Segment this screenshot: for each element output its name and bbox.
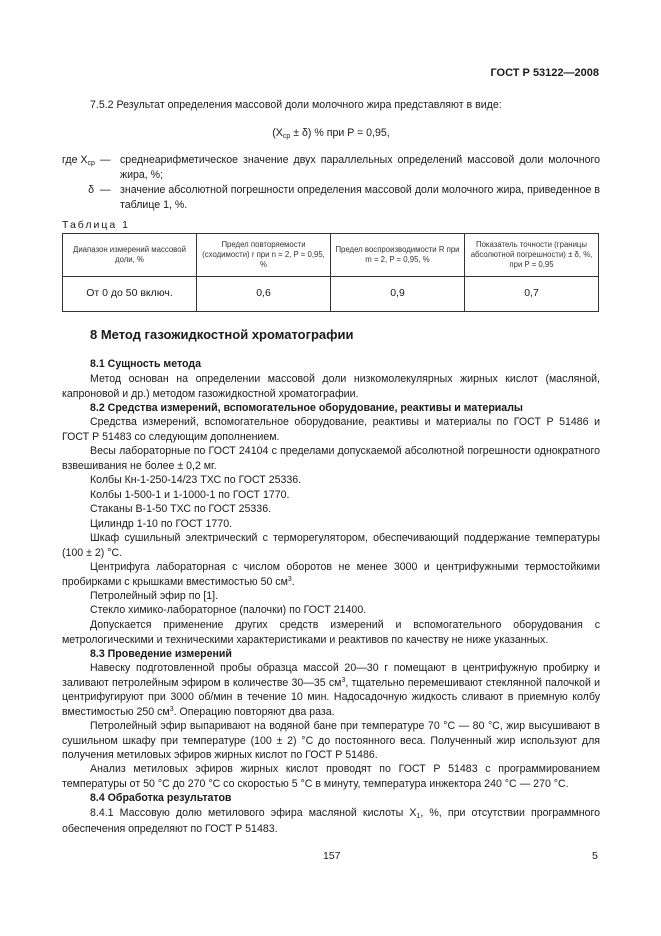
definition-symbol: где $X_{ср}$ [62, 154, 95, 167]
equipment-item: Петролейный эфир по [1]. [90, 590, 219, 602]
equipment-item: Колбы 1-500-1 и 1-1000-1 по ГОСТ 1770. [90, 489, 290, 501]
definition-dash: — [100, 154, 111, 166]
equipment-paragraph: Весы лабораторные по ГОСТ 24104 с пределами допускаемой абсолютной погрешности однократного взвешивания не более ± 0,2 мг. [62, 445, 600, 472]
paragraph-7-5-2: 7.5.2 Результат определения массовой доли молочного жира представляют в виде: [90, 99, 502, 111]
subsection-8-1-text: Метод основан на определении массовой доли низкомолекулярных жирных кислот (масляной, капроновой и др.) методом газожидкостной хроматографии. [62, 373, 600, 400]
table-header-row [63, 234, 599, 277]
equipment-item: Стекло химико-лабораторное (палочки) по ГОСТ 21400. [90, 604, 367, 616]
equipment-item: Цилиндр 1-10 по ГОСТ 1770. [90, 518, 233, 530]
document-id-header: ГОСТ Р 53122—2008 [490, 67, 599, 79]
equipment-paragraph: Допускается применение других средств измерений и вспомогательного оборудования с метрологическими и техническими характеристиками и реактивов по качеству не ниже указанных. [62, 619, 600, 646]
definition-row [62, 153, 600, 182]
symbol-definitions [62, 153, 600, 213]
equipment-item: Колбы Кн-1-250-14/23 ТХС по ГОСТ 25336. [90, 474, 302, 486]
formula-open: (X [272, 127, 283, 139]
subsection-8-1-title: 8.1 Сущность метода [90, 358, 202, 370]
section-8-title: 8 Метод газожидкостной хроматографии [90, 327, 354, 342]
definition-dash: — [100, 184, 111, 197]
equipment-paragraph: Центрифуга лабораторная с числом оборотов не менее 3000 и центрифужными термостойкими пробирками с крышками вместимостью 50 $см^3$. [62, 561, 600, 588]
definition-text: среднеарифметическое значение двух параллельных определений массовой доли молочного жира, %; [120, 154, 600, 181]
table-header-cell: Предел воспроизводимости R при m = 2, P = 0,95, % [331, 234, 465, 277]
subsection-8-3-title: 8.3 Проведение измерений [90, 648, 232, 660]
table-cell: От 0 до 50 включ. [63, 277, 197, 312]
procedure-paragraph: Петролейный эфир выпаривают на водяной бане при температуре 70 °С — 80 °С, жир высушивают в сушильном шкафу при температуре (100 ± 2) °С до постоянного веса. Полученный жир используют для получения метиловых эфиров жирных кислот по ГОСТ Р 51486. [62, 720, 600, 762]
equipment-paragraph: Средства измерений, вспомогательное оборудование, реактивы и материалы по ГОСТ Р 51486 и ГОСТ Р 51483 со следующим дополнением. [62, 416, 600, 443]
table-row [63, 277, 599, 312]
precision-table [62, 233, 599, 312]
equipment-paragraph: Шкаф сушильный электрический с терморегулятором, обеспечивающий поддержание температуры (100 ± 2) °С. [62, 532, 600, 559]
table-caption: Таблица 1 [62, 219, 130, 231]
formula-subscript: ср [282, 133, 291, 140]
definition-symbol: δ [88, 184, 94, 197]
page-number-right: 5 [592, 850, 598, 862]
subsection-8-4-title: 8.4 Обработка результатов [90, 792, 232, 804]
page-number-center: 157 [323, 850, 341, 862]
processing-paragraph: 8.4.1 Массовую долю метилового эфира масляной кислоты $X_1$, %, при отсутствии программного обеспечения определяют по ГОСТ Р 51483. [62, 807, 600, 835]
definition-text: значение абсолютной погрешности определения массовой доли молочного жира, приведенное в таблице 1, %. [120, 184, 600, 211]
table-cell: 0,6 [197, 277, 331, 312]
procedure-paragraph: Анализ метиловых эфиров жирных кислот проводят по ГОСТ Р 51483 с программированием температуры от 50 °С до 270 °С со скоростью 5 °С в минуту, температура инжектора 240 °С — 270 °С. [62, 763, 600, 790]
definition-row [62, 183, 600, 212]
equipment-item: Стаканы В-1-50 ТХС по ГОСТ 25336. [90, 503, 272, 515]
procedure-paragraph: Навеску подготовленной пробы образца массой 20—30 г помещают в центрифужную пробирку и заливают петролейным эфиром в количестве 30—35 $см^3$, тщательно перемешивают стеклянной палочкой и центрифугируют при 3000 об/мин в течение 10 мин. Надосадочную жидкость сливают в приемную колбу вместимостью 250 $см^3$. Операцию повторяют два раза. [62, 662, 600, 718]
subsection-8-2-title: 8.2 Средства измерений, вспомогательное оборудование, реактивы и материалы [90, 402, 523, 414]
table-header-cell: Показатель точности (границы абсолютной погрешности) ± δ, %, при P = 0,95 [465, 234, 599, 277]
table-header-cell: Диапазон измерений массовой доли, % [63, 234, 197, 277]
table-cell: 0,9 [331, 277, 465, 312]
table-header-cell: Предел повторяемости (сходимости) r при n = 2, P = 0,95, % [197, 234, 331, 277]
result-formula [62, 126, 600, 142]
formula-tail: ± δ) % при P = 0,95, [290, 127, 390, 139]
table-cell: 0,7 [465, 277, 599, 312]
